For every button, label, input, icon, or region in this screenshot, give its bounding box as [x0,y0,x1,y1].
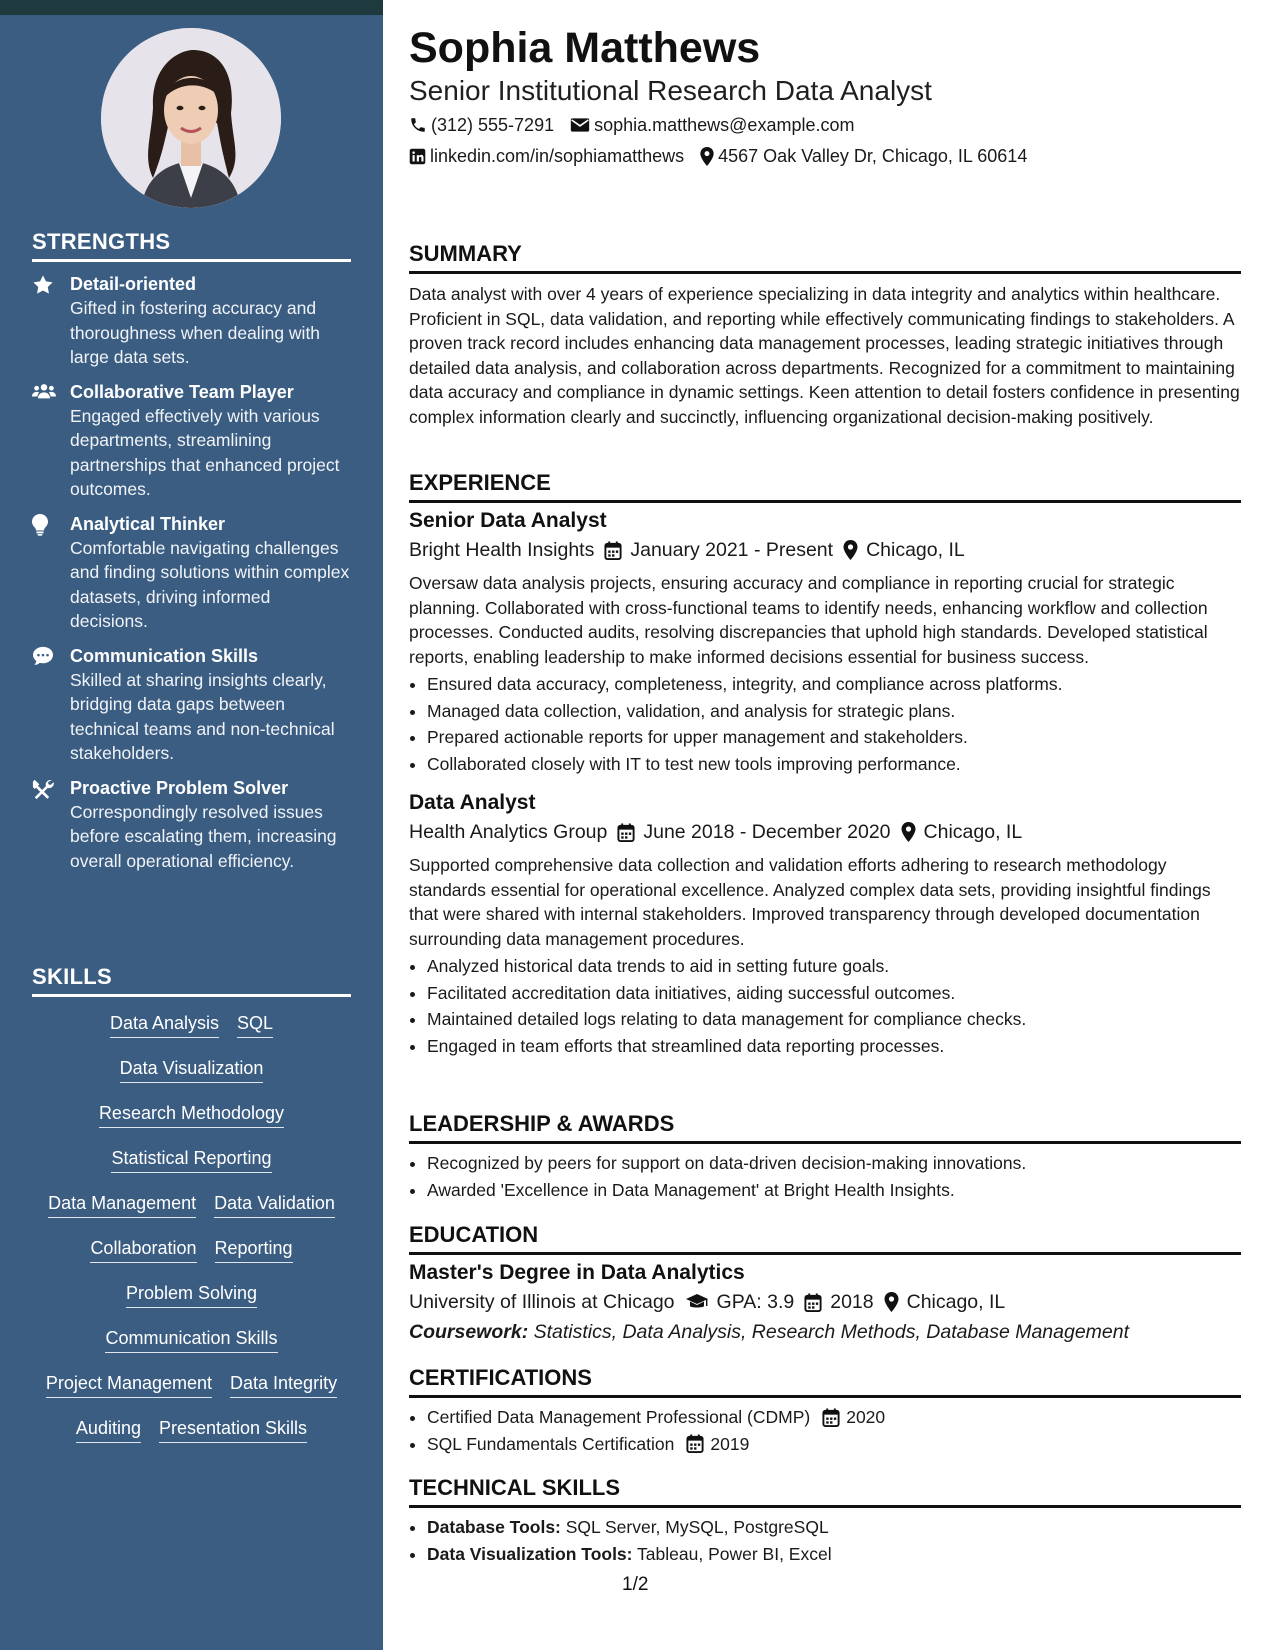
summary-text: Data analyst with over 4 years of experience specializing in data integrity and analytics within healthcare. Proficient in SQL, data validation, and reporting while effectively communicating findings to stakeholders. A proven track record includes enhancing data management processes, leading strategic initiatives through detailed data analysis, and collaboration across departments. Recognized for a commitment to maintaining data accuracy and compliance in dynamic settings. Keen attention to detail fosters confidence in presenting complex information clearly and succinctly, influencing organizational decision-making positively. [409,284,1240,427]
star-icon [32,272,70,370]
strength-item [32,272,351,370]
certification-year: 2020 [846,1407,886,1427]
summary-section [409,240,1241,429]
strength-body [70,272,351,370]
experience-section [409,469,1241,1059]
strengths-list [32,272,351,873]
job-entry [409,789,1241,1059]
calendar-icon [804,1293,822,1312]
skill-row [32,1146,351,1191]
phone-icon [409,116,427,134]
calendar-icon [604,541,622,560]
contact-row-1 [409,114,854,136]
job-bullet: • Facilitated accreditation data initiatives, aiding successful outcomes. [427,980,1241,1007]
job-bullets [409,953,1241,1059]
contact-row-2 [409,145,1027,167]
strength-item [32,380,351,502]
certification-row [427,1431,1241,1458]
candidate-role: Senior Institutional Research Data Analyst [409,75,932,106]
top-accent-bar [0,0,383,15]
skill-row [32,1191,351,1236]
technical-skill-label: Data Visualization Tools: [427,1543,633,1564]
tools-icon [32,776,70,874]
strength-body [70,380,351,502]
strength-name: Collaborative Team Player [70,381,294,402]
job-bullet: • Prepared actionable reports for upper management and stakeholders. [427,724,1241,751]
sidebar [0,15,383,1650]
education-title: EDUCATION [409,1221,1241,1255]
job-dates [604,535,833,565]
calendar-icon [617,823,635,842]
job-meta [409,817,1241,847]
certification-row [427,1404,1241,1431]
skills-title: SKILLS [32,964,351,997]
calendar-icon [686,1434,704,1453]
skill-row [32,1416,351,1461]
leadership-item: • Awarded 'Excellence in Data Management' at Bright Health Insights. [427,1177,1241,1204]
envelope-icon [570,117,590,133]
strength-name: Detail-oriented [70,274,197,294]
skill-tag[interactable]: Statistical Reporting [111,1146,271,1173]
skill-tag[interactable]: Collaboration [90,1236,196,1263]
education-section [409,1221,1241,1347]
leadership-list [409,1150,1241,1203]
linkedin-text: linkedin.com/in/sophiamatthews [430,146,685,166]
job-bullet: • Managed data collection, validation, and analysis for strategic plans. [427,698,1241,725]
location-pin-icon [700,147,714,166]
job-title: Senior Data Analyst [409,509,607,532]
skill-tag[interactable]: Data Validation [214,1191,335,1218]
skill-row [32,1281,351,1326]
candidate-name: Sophia Matthews [409,24,761,72]
job-bullet: • Collaborated closely with IT to test new tools improving performance. [427,751,1241,778]
chat-icon [32,644,70,766]
job-title: Data Analyst [409,791,536,814]
coursework [409,1317,1241,1347]
certification-year: 2019 [710,1433,750,1454]
job-dates [617,817,890,847]
skill-row [32,1371,351,1416]
skill-tag[interactable]: Data Visualization [120,1056,264,1083]
strength-description: Engaged effectively with various departments, streamlining partnerships that enhanced project outcomes. [70,405,340,499]
lightbulb-icon [32,512,70,634]
coursework-label: Coursework: [409,1321,529,1343]
strength-description: Skilled at sharing insights clearly, bridging data gaps between technical teams and non-technical stakeholders. [70,669,335,763]
job-bullet: • Analyzed historical data trends to aid in setting future goals. [427,953,1241,980]
job-dates-text: January 2021 - Present [630,539,834,561]
job-meta [409,535,1241,565]
technical-skill-value: SQL Server, MySQL, PostgreSQL [565,1517,829,1537]
skill-tag[interactable]: Data Management [48,1191,196,1218]
school-name: University of Illinois at Chicago [409,1291,675,1313]
strength-item [32,644,351,766]
strength-item [32,512,351,634]
gpa-text: GPA: 3.9 [716,1291,795,1313]
certification-name: • Certified Data Management Professional (CDMP) [427,1407,811,1427]
technical-skill-item [427,1514,1241,1541]
certifications-section [409,1364,1241,1457]
phone-contact[interactable] [409,114,554,136]
technical-skill-item [427,1541,1241,1568]
strength-item [32,776,351,874]
strengths-section [32,229,351,883]
email-contact[interactable] [570,114,854,136]
strength-description: Correspondingly resolved issues before escalating them, increasing overall operational efficiency. [70,801,337,871]
skill-row [32,1101,351,1146]
profile-photo [101,28,281,208]
strength-body [70,644,351,766]
technical-skills-title: TECHNICAL SKILLS [409,1474,1241,1508]
skill-tag[interactable]: Research Methodology [99,1101,284,1128]
strength-name: Communication Skills [70,645,259,666]
leadership-item: • Recognized by peers for support on data-driven decision-making innovations. [427,1150,1241,1177]
strength-body [70,512,351,634]
strength-description: Gifted in fostering accuracy and thoroughness when dealing with large data sets. [70,298,321,367]
location-pin-icon [843,540,858,560]
technical-skills-section [409,1474,1241,1567]
certification-item [427,1404,1241,1431]
address-text: 4567 Oak Valley Dr, Chicago, IL 60614 [718,146,1028,166]
job-bullet: • Engaged in team efforts that streamlined data reporting processes. [427,1033,1241,1060]
users-icon [32,380,70,502]
leadership-section [409,1110,1241,1203]
linkedin-icon [409,148,426,165]
technical-skill-value: Tableau, Power BI, Excel [637,1543,832,1564]
skill-row [32,1326,351,1371]
strength-name: Analytical Thinker [70,513,226,534]
strength-name: Proactive Problem Solver [70,777,289,798]
job-bullet: • Maintained detailed logs relating to data management for compliance checks. [427,1006,1241,1033]
skill-row [32,1011,351,1056]
email-text: sophia.matthews@example.com [594,115,855,135]
skill-tag[interactable]: Data Integrity [230,1371,337,1398]
job-entry [409,507,1241,777]
summary-title: SUMMARY [409,240,1241,274]
experience-title: EXPERIENCE [409,469,1241,503]
skill-tag[interactable]: Presentation Skills [159,1416,307,1443]
certifications-list [409,1404,1241,1457]
strength-body [70,776,351,874]
job-description: Oversaw data analysis projects, ensuring accuracy and compliance in reporting crucial for strategic planning. Collaborated with cross-functional teams to identify needs, enhancing workflow and collection processes. Conducted audits, resolving discrepancies that uphold high standards. Developed statistical reports, enabling leadership to make informed decisions essential for business success. [409,573,1208,667]
leadership-title: LEADERSHIP & AWARDS [409,1110,1241,1144]
skill-row [32,1236,351,1281]
job-location-text: Chicago, IL [923,821,1023,843]
skill-row [32,1056,351,1101]
skill-tag[interactable]: SQL [237,1011,273,1038]
strength-description: Comfortable navigating challenges and finding solutions within complex datasets, driving informed decisions. [70,537,350,631]
phone-text: (312) 555-7291 [431,115,555,135]
linkedin-contact[interactable] [409,145,684,167]
strengths-title: STRENGTHS [32,229,351,262]
location-pin-icon [884,1292,899,1312]
job-location [901,817,1023,847]
skill-tag[interactable]: Project Management [46,1371,212,1398]
job-location [843,535,965,565]
graduation-cap-icon [685,1293,709,1311]
location-pin-icon [901,822,916,842]
address-contact [700,145,1027,167]
coursework-text: Statistics, Data Analysis, Research Methods, Database Management [533,1321,1130,1343]
job-location-text: Chicago, IL [866,539,965,561]
technical-skill-label: Database Tools: [427,1517,561,1537]
education-location: Chicago, IL [906,1291,1006,1313]
job-description: Supported comprehensive data collection and validation efforts adhering to research methodology standards essential for operational excellence. Analyzed complex data sets, providing insightful findings that were shared with internal stakeholders. Improved transparency through developed documentation surrounding data management procedures. [409,855,1211,949]
skill-tag[interactable]: Auditing [76,1416,141,1443]
job-bullet: • Ensured data accuracy, completeness, integrity, and compliance across platforms. [427,671,1241,698]
skills-list [32,1011,351,1461]
job-bullets [409,671,1241,777]
company-name: Health Analytics Group [409,821,608,843]
company-name: Bright Health Insights [409,539,595,561]
certification-item [427,1431,1241,1458]
certification-name: • SQL Fundamentals Certification [427,1433,675,1454]
certifications-title: CERTIFICATIONS [409,1364,1241,1398]
technical-skills-list [409,1514,1241,1567]
job-dates-text: June 2018 - December 2020 [643,821,891,843]
jobs-list [409,507,1241,1059]
degree-title: Master's Degree in Data Analytics [409,1261,745,1284]
skill-tag[interactable]: Reporting [215,1236,293,1263]
skill-tag[interactable]: Problem Solving [126,1281,257,1308]
skill-tag[interactable]: Communication Skills [105,1326,277,1353]
page-number: 1/2 [622,1574,649,1595]
skill-tag[interactable]: Data Analysis [110,1011,219,1038]
graduation-year: 2018 [830,1291,874,1313]
skills-section [32,964,351,1461]
calendar-icon [822,1408,840,1427]
education-meta [409,1287,1241,1317]
